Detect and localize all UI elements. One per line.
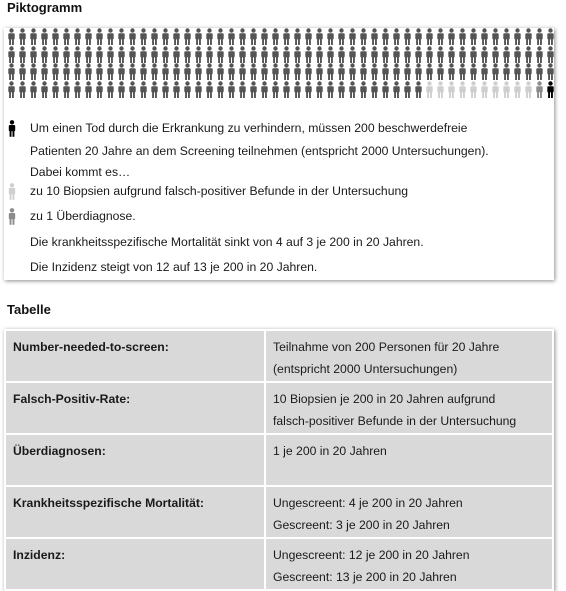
person-icon [534,28,545,46]
person-icon [171,46,182,64]
person-icon [204,63,215,81]
person-icon [94,81,105,99]
row-label: Krankheitsspezifische Mortalität: [5,486,265,538]
person-icon [127,81,138,99]
person-icon [61,46,72,64]
person-icon [402,63,413,81]
person-icon [61,81,72,99]
person-icon [17,81,28,99]
person-icon [292,46,303,64]
row-value [265,330,553,382]
false-positive-person-icon [479,81,490,99]
false-positive-person-icon [446,81,457,99]
person-icon [270,81,281,99]
person-icon [369,81,380,99]
person-icon [380,81,391,99]
person-icon [479,63,490,81]
person-icon [259,46,270,64]
row-label: Überdiagnosen: [5,434,265,486]
pictogram-text-line: Die krankheitsspezifische Mortalität sinkt von 4 auf 3 je 200 in 20 Jahren. [30,235,424,249]
person-icon [237,46,248,64]
person-icon [204,28,215,46]
person-icon [314,46,325,64]
person-icon [347,63,358,81]
person-icon [171,81,182,99]
person-icon [17,63,28,81]
false-positive-person-icon [7,183,17,200]
person-icon [259,63,270,81]
person-icon [248,28,259,46]
person-icon [237,28,248,46]
person-icon [127,46,138,64]
person-icon [105,63,116,81]
person-icon [160,81,171,99]
row-label: Inzidenz: [5,538,265,590]
person-icon [160,46,171,64]
person-icon [281,46,292,64]
person-icon [39,46,50,64]
person-icon [479,28,490,46]
person-icon [501,63,512,81]
person-icon [270,63,281,81]
person-icon [391,46,402,64]
person-icon [28,46,39,64]
person-icon [457,46,468,64]
person-icon [391,28,402,46]
person-icon [270,46,281,64]
row-value-line: 10 Biopsien je 200 in 20 Jahren aufgrund [273,392,496,406]
row-value-line: Ungescreent: 4 je 200 in 20 Jahren [273,496,463,510]
person-icon [490,46,501,64]
person-icon [94,63,105,81]
person-icon [303,81,314,99]
person-icon [391,81,402,99]
table-title: Tabelle [7,302,51,317]
person-icon [292,63,303,81]
person-icon [435,28,446,46]
person-icon [314,63,325,81]
person-icon [215,46,226,64]
person-icon [347,81,358,99]
person-icon [501,46,512,64]
person-icon [182,63,193,81]
person-icon [160,63,171,81]
person-icon [182,81,193,99]
person-icon [413,46,424,64]
person-icon [182,46,193,64]
row-value-line: (entspricht 2000 Untersuchungen) [273,362,458,376]
person-icon [237,81,248,99]
person-icon [358,63,369,81]
person-icon [28,63,39,81]
person-icon [490,28,501,46]
person-icon [226,46,237,64]
row-value [265,434,553,486]
table-row [5,434,553,486]
pictogram-card [4,28,554,280]
person-icon [72,81,83,99]
row-value-line: falsch-positiver Befunde in der Untersuchung [273,414,517,428]
person-icon [6,46,17,64]
row-value-line: Gescreent: 3 je 200 in 20 Jahren [273,518,450,532]
person-icon [6,63,17,81]
person-icon [83,81,94,99]
person-icon [325,46,336,64]
person-icon [138,81,149,99]
person-icon [105,81,116,99]
person-icon [72,63,83,81]
person-icon [149,63,160,81]
false-positive-person-icon [512,81,523,99]
row-value-line: Ungescreent: 12 je 200 in 20 Jahren [273,548,470,562]
person-icon [424,28,435,46]
person-icon [72,46,83,64]
person-icon [17,28,28,46]
person-icon [83,46,94,64]
person-icon [94,28,105,46]
person-icon [149,46,160,64]
person-icon [83,28,94,46]
person-icon [248,46,259,64]
person-icon [402,28,413,46]
false-positive-person-icon [424,81,435,99]
person-icon [281,28,292,46]
person-icon [369,28,380,46]
person-icon [138,46,149,64]
person-icon [160,28,171,46]
person-icon [204,81,215,99]
person-icon [105,46,116,64]
person-icon [193,81,204,99]
person-icon [523,46,534,64]
person-icon [545,63,556,81]
person-icon [193,63,204,81]
person-icon [61,28,72,46]
person-icon [116,81,127,99]
person-icon [39,81,50,99]
death-person-icon [545,81,556,99]
person-icon [336,46,347,64]
person-icon [479,46,490,64]
person-icon [446,46,457,64]
person-icon [435,46,446,64]
person-icon [138,63,149,81]
person-icon [61,63,72,81]
pictogram-title: Piktogramm [7,0,83,15]
person-icon [435,63,446,81]
person-icon [83,63,94,81]
person-icon [325,63,336,81]
false-positive-person-icon [435,81,446,99]
person-icon [468,46,479,64]
person-icon [226,81,237,99]
person-icon [512,63,523,81]
person-icon [50,28,61,46]
person-icon [314,81,325,99]
person-icon [380,63,391,81]
person-icon [248,63,259,81]
pictogram-text-line: Dabei kommt es… [30,165,131,179]
row-label: Falsch-Positiv-Rate: [5,382,265,434]
person-icon [424,63,435,81]
person-icon [281,81,292,99]
person-icon [413,28,424,46]
pictogram-text-line: zu 1 Überdiagnose. [30,209,136,223]
person-icon [303,63,314,81]
person-icon [226,63,237,81]
person-icon [446,63,457,81]
pictogram-grid [6,28,558,116]
person-icon [292,81,303,99]
person-icon [50,46,61,64]
table-row [5,486,553,538]
person-icon [149,81,160,99]
person-icon [182,28,193,46]
person-icon [336,63,347,81]
person-icon [347,46,358,64]
false-positive-person-icon [523,81,534,99]
person-icon [127,28,138,46]
false-positive-person-icon [490,81,501,99]
pictogram-text-line: Patienten 20 Jahre an dem Screening teilnehmen (entspricht 2000 Untersuchungen). [30,144,489,158]
person-icon [215,63,226,81]
person-icon [413,63,424,81]
person-icon [380,46,391,64]
person-icon [358,81,369,99]
overdiagnosis-person-icon [7,208,17,225]
person-icon [105,28,116,46]
person-icon [193,46,204,64]
overdiagnosis-person-icon [534,81,545,99]
person-icon [534,63,545,81]
person-icon [446,28,457,46]
false-positive-person-icon [501,81,512,99]
person-icon [204,46,215,64]
row-value [265,382,553,434]
person-icon [402,81,413,99]
person-icon [468,63,479,81]
pictogram-text-line: Um einen Tod durch die Erkrankung zu verhindern, müssen 200 beschwerdefreie [30,121,468,135]
table-row [5,382,553,434]
person-icon [413,81,424,99]
person-icon [501,28,512,46]
person-icon [138,28,149,46]
person-icon [391,63,402,81]
person-icon [369,63,380,81]
person-icon [39,28,50,46]
person-icon [50,81,61,99]
row-label: Number-needed-to-screen: [5,330,265,382]
person-icon [534,46,545,64]
person-icon [303,28,314,46]
person-icon [303,46,314,64]
person-icon [314,28,325,46]
person-icon [259,81,270,99]
false-positive-person-icon [457,81,468,99]
pictogram-text-line: Die Inzidenz steigt von 12 auf 13 je 200 in 20 Jahren. [30,260,318,274]
person-icon [94,46,105,64]
summary-table [4,329,554,591]
person-icon [457,28,468,46]
row-value [265,486,553,538]
person-icon [347,28,358,46]
person-icon [28,28,39,46]
person-icon [468,28,479,46]
person-icon [6,28,17,46]
person-icon [248,81,259,99]
person-icon [28,81,39,99]
row-value-line: 1 je 200 in 20 Jahren [273,444,387,458]
person-icon [402,46,413,64]
person-icon [50,63,61,81]
person-icon [171,63,182,81]
person-icon [358,46,369,64]
person-icon [226,28,237,46]
person-icon [523,28,534,46]
false-positive-person-icon [468,81,479,99]
person-icon [259,28,270,46]
person-icon [6,81,17,99]
person-icon [127,63,138,81]
person-icon [292,28,303,46]
person-icon [490,63,501,81]
row-value-line: Gescreent: 13 je 200 in 20 Jahren [273,570,457,584]
person-icon [380,28,391,46]
person-icon [215,28,226,46]
row-value [265,538,553,590]
person-icon [116,63,127,81]
person-icon [39,63,50,81]
person-icon [116,46,127,64]
person-icon [336,28,347,46]
table-row [5,330,553,382]
person-icon [215,81,226,99]
person-icon [358,28,369,46]
person-icon [237,63,248,81]
row-value-line: Teilnahme von 200 Personen für 20 Jahre [273,340,500,354]
person-icon [270,28,281,46]
person-icon [193,28,204,46]
person-icon [336,81,347,99]
person-icon [512,28,523,46]
person-icon [281,63,292,81]
person-icon [171,28,182,46]
person-icon [523,63,534,81]
person-icon [457,63,468,81]
death-person-icon [7,120,17,137]
table-row [5,538,553,590]
person-icon [424,46,435,64]
person-icon [512,46,523,64]
person-icon [369,46,380,64]
person-icon [545,28,556,46]
person-icon [325,81,336,99]
person-icon [116,28,127,46]
person-icon [149,28,160,46]
pictogram-text-line: zu 10 Biopsien aufgrund falsch-positiver Befunde in der Untersuchung [30,184,409,198]
person-icon [325,28,336,46]
person-icon [72,28,83,46]
person-icon [17,46,28,64]
person-icon [545,46,556,64]
